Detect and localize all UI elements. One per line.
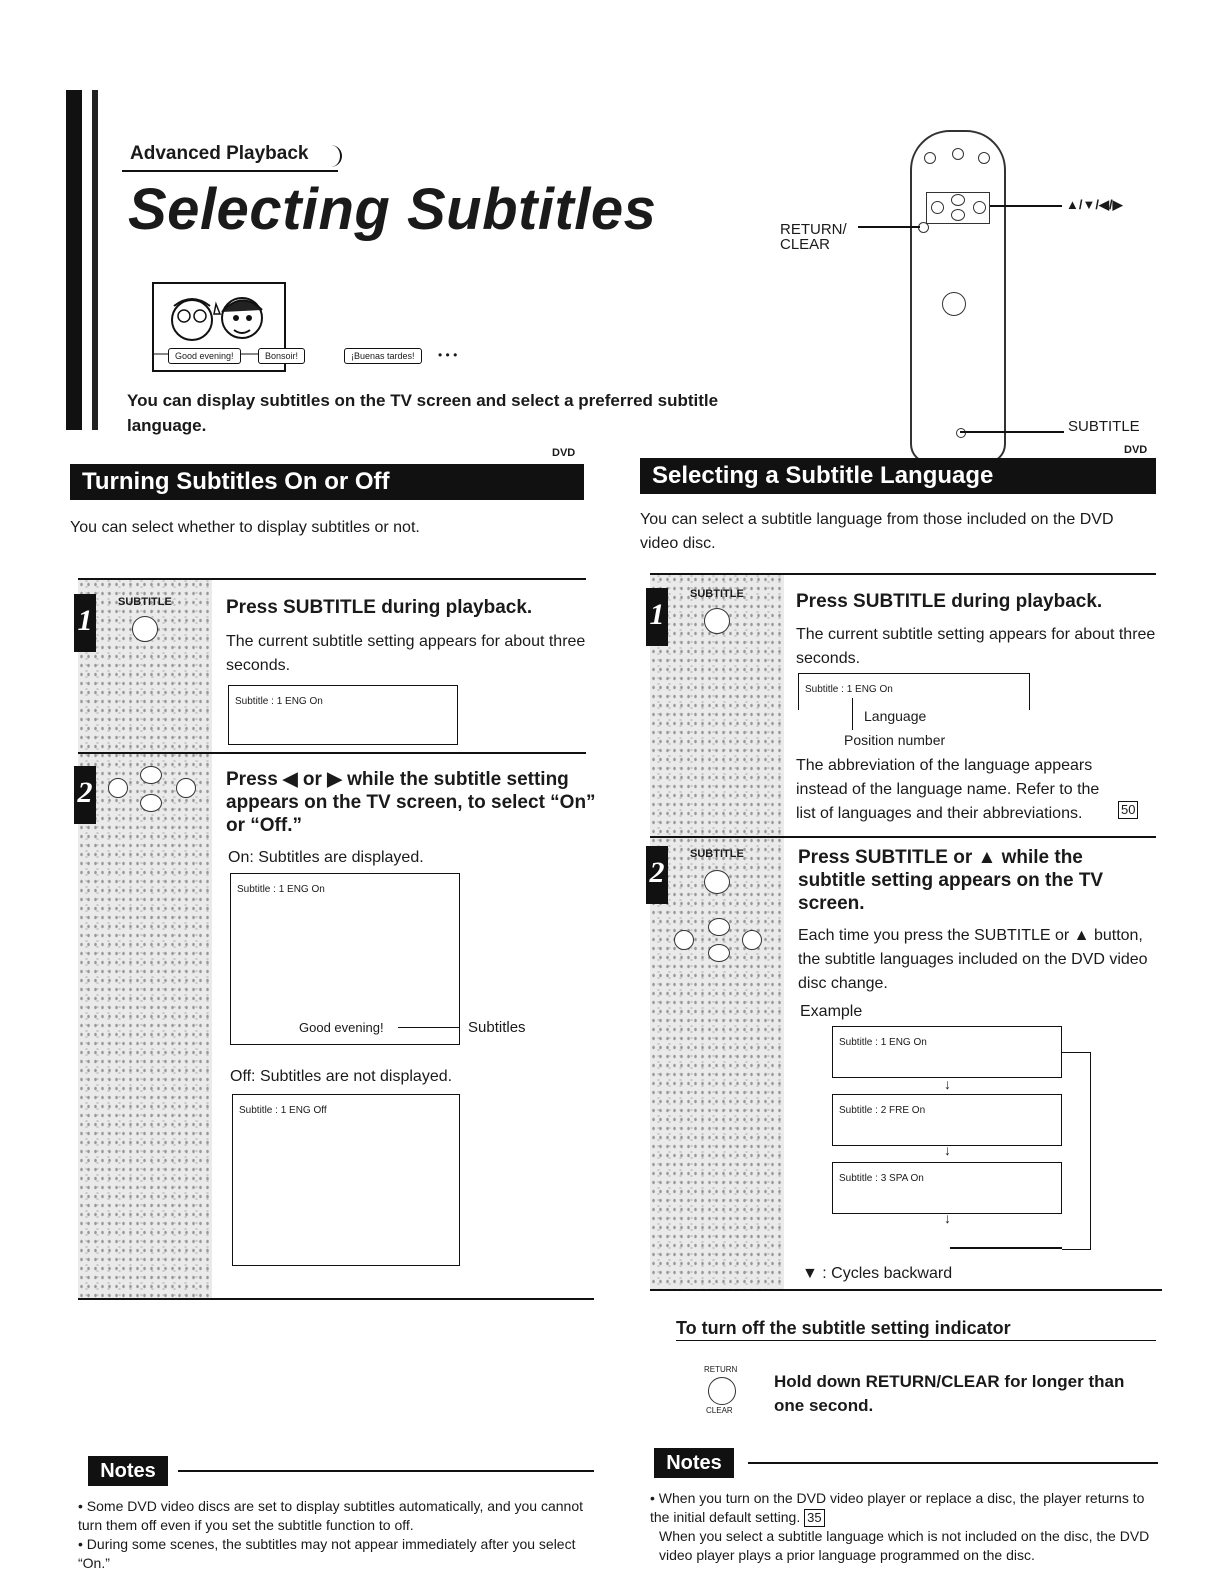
tv-screen-display xyxy=(798,673,1030,710)
screen-readout: Subtitle : 1 ENG On xyxy=(235,696,323,707)
bubble-english: Good evening! xyxy=(168,348,241,364)
up-arrow-icon xyxy=(708,918,730,936)
subtitle-label: SUBTITLE xyxy=(1068,418,1140,435)
section-label: Advanced Playback xyxy=(130,143,309,164)
subtitle-button-label: SUBTITLE xyxy=(690,848,744,860)
cycle-bottom-line xyxy=(950,1247,1062,1249)
right-step1-heading: Press SUBTITLE during playback. xyxy=(796,591,1103,612)
page-title: Selecting Subtitles xyxy=(128,177,657,242)
subtitles-pointer-label: Subtitles xyxy=(468,1019,526,1036)
notes-rule xyxy=(748,1462,1158,1464)
banner-turning-subtitles: Turning Subtitles On or Off xyxy=(70,464,584,500)
note-item: • Some DVD video discs are set to display subtitles automatically, and you cannot turn them off even if you set the subtitle function to off. xyxy=(78,1498,584,1533)
tv-screen-example-3 xyxy=(832,1162,1062,1214)
arrow-down-icon: ↓ xyxy=(944,1142,951,1158)
turnoff-heading-rule xyxy=(676,1340,1156,1341)
cycle-return-line xyxy=(1062,1052,1091,1250)
remote-arrow-pad xyxy=(926,192,990,224)
off-description: Off: Subtitles are not displayed. xyxy=(230,1068,453,1085)
step-number: 2 xyxy=(74,766,96,824)
remote-small-button-icon xyxy=(924,152,936,164)
tv-screen-example-1 xyxy=(832,1026,1062,1078)
return-button-icon xyxy=(918,222,929,233)
down-arrow-icon xyxy=(951,209,965,221)
step-rule xyxy=(78,752,586,754)
speech-bubbles xyxy=(154,346,494,372)
subtitle-button-icon xyxy=(132,616,158,642)
left-arrow-icon xyxy=(674,930,694,950)
screen-readout: Subtitle : 1 ENG On xyxy=(839,1037,927,1048)
left-step1-heading: Press SUBTITLE during playback. xyxy=(226,597,533,618)
remote-control-illustration xyxy=(910,130,1006,464)
note-item: • During some scenes, the subtitles may not appear immediately after you select “On.” xyxy=(78,1536,576,1571)
left-notes xyxy=(78,1497,598,1584)
step-number: 1 xyxy=(74,594,96,652)
banner-selecting-language: Selecting a Subtitle Language xyxy=(640,458,1156,494)
remote-small-button-icon xyxy=(952,148,964,160)
screen-readout: Subtitle : 2 FRE On xyxy=(839,1105,926,1116)
section-underline xyxy=(122,170,338,172)
right-notes xyxy=(650,1489,1166,1584)
down-arrow-icon xyxy=(140,794,162,812)
dvd-tag-left: DVD xyxy=(552,447,576,459)
cycle-backward-note: ▼ : Cycles backward xyxy=(802,1265,953,1282)
up-arrow-icon xyxy=(951,194,965,206)
tv-screen-example-2 xyxy=(832,1094,1062,1146)
note-item: • When you turn on the DVD video player or replace a disc, the player returns to the initial default setting. 35 xyxy=(650,1490,1145,1525)
dvd-tag-right: DVD xyxy=(1124,444,1148,456)
subtitles-leader-line xyxy=(398,1027,460,1028)
ellipsis: • • • xyxy=(438,348,458,362)
position-number-label: Position number xyxy=(844,732,946,748)
left-arrow-icon xyxy=(108,778,128,798)
screen-readout: Subtitle : 1 ENG On xyxy=(237,884,325,895)
remote-small-button-icon xyxy=(978,152,990,164)
subtitle-button-label: SUBTITLE xyxy=(118,596,172,608)
tv-screen-off xyxy=(232,1094,460,1266)
arrow-down-icon: ↓ xyxy=(944,1076,951,1092)
step-rule xyxy=(78,1298,594,1300)
screen-readout: Subtitle : 1 ENG On xyxy=(805,684,893,695)
page-edge-bar xyxy=(66,90,82,430)
step-number: 1 xyxy=(646,588,668,646)
subtitle-caption: Good evening! xyxy=(299,1020,384,1035)
right-step1-text2: The abbreviation of the language appears instead of the language name. Refer to the list of languages and their abbreviations. xyxy=(796,757,1100,822)
arrows-leader-line xyxy=(990,205,1062,207)
page-ref-50: 50 xyxy=(1118,801,1138,819)
tv-screen-on xyxy=(230,873,460,1045)
arrows-label: ▲/▼/◀/▶ xyxy=(1066,197,1123,212)
right-step2-heading: Press SUBTITLE or ▲ while the subtitle setting appears on the TV screen. xyxy=(798,847,1104,914)
return-leader-line xyxy=(858,226,920,228)
language-pointer-line xyxy=(852,698,853,730)
left-step1-text: The current subtitle setting appears for about three seconds. xyxy=(226,633,586,674)
return-clear-label: RETURN/ CLEAR xyxy=(780,221,847,253)
right-arrow-icon xyxy=(176,778,196,798)
intro-text: You can display subtitles on the TV screen and select a preferred subtitle language. xyxy=(127,391,719,435)
left-step2-heading: Press ◀ or ▶ while the subtitle setting appears on the TV screen, to select “On” or “Off.” xyxy=(226,769,596,836)
subtitle-button-label: SUBTITLE xyxy=(690,588,744,600)
arrow-down-icon: ↓ xyxy=(944,1210,951,1226)
notes-badge: Notes xyxy=(88,1456,168,1486)
left-intro: You can select whether to display subtitles or not. xyxy=(70,519,420,536)
step-illustration-panel xyxy=(78,580,212,1298)
language-label: Language xyxy=(864,708,927,724)
turnoff-heading: To turn off the subtitle setting indicator xyxy=(676,1318,1011,1338)
example-label: Example xyxy=(800,1003,863,1020)
bubble-french: Bonsoir! xyxy=(258,348,305,364)
right-step1-text: The current subtitle setting appears for about three seconds. xyxy=(796,626,1156,667)
right-arrow-icon xyxy=(742,930,762,950)
section-hook xyxy=(330,145,342,167)
right-arrow-icon xyxy=(973,201,986,214)
page-edge-bar-thin xyxy=(92,90,98,430)
subtitle-button-icon xyxy=(704,608,730,634)
note-item: When you select a subtitle language which is not included on the disc, the DVD video player plays a prior language programmed on the disc. xyxy=(659,1528,1150,1563)
notes-rule xyxy=(178,1470,594,1472)
remote-round-button-icon xyxy=(942,292,966,316)
right-intro: You can select a subtitle language from those included on the DVD video disc. xyxy=(640,511,1114,552)
turnoff-instruction: Hold down RETURN/CLEAR for longer than one second. xyxy=(774,1372,1125,1415)
subtitle-leader-line xyxy=(960,431,1064,433)
step-rule xyxy=(650,836,1156,838)
return-button-bottom-label: CLEAR xyxy=(706,1406,733,1415)
subtitle-button-icon xyxy=(956,428,966,438)
step-rule xyxy=(650,1289,1162,1291)
return-clear-button-icon xyxy=(708,1377,736,1405)
left-arrow-icon xyxy=(931,201,944,214)
on-description: On: Subtitles are displayed. xyxy=(228,849,424,866)
notes-badge: Notes xyxy=(654,1448,734,1478)
tv-screen-display xyxy=(228,685,458,745)
bubble-spanish: ¡Buenas tardes! xyxy=(344,348,422,364)
return-button-top-label: RETURN xyxy=(704,1365,738,1374)
page-ref-35: 35 xyxy=(804,1509,824,1527)
screen-readout: Subtitle : 3 SPA On xyxy=(839,1173,924,1184)
right-step2-text: Each time you press the SUBTITLE or ▲ button, the subtitle languages included on the DVD video disc change. xyxy=(798,927,1148,992)
screen-readout: Subtitle : 1 ENG Off xyxy=(239,1105,327,1116)
subtitle-button-icon xyxy=(704,870,730,894)
up-arrow-icon xyxy=(140,766,162,784)
down-arrow-icon xyxy=(708,944,730,962)
step-number: 2 xyxy=(646,846,668,904)
